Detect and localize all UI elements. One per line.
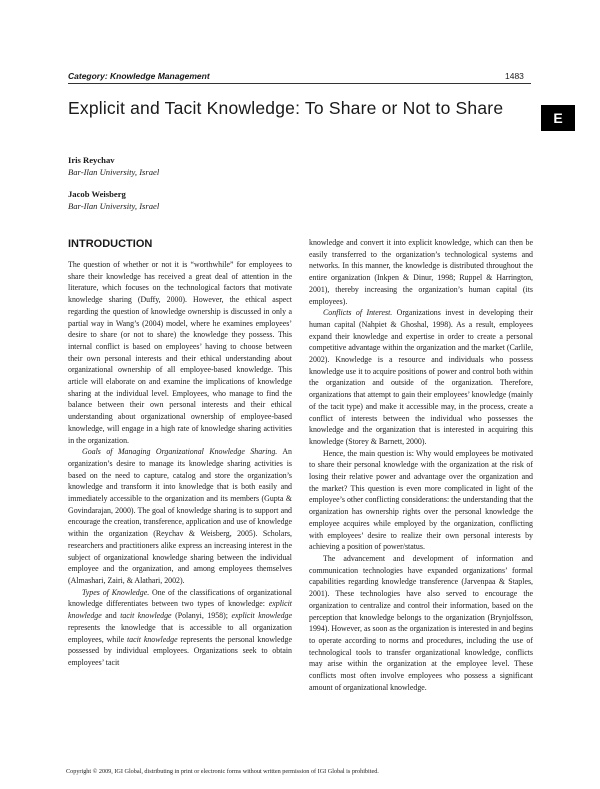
paragraph <box>68 587 292 669</box>
paragraph-text: and <box>101 611 121 621</box>
paragraph-lead: Types of Knowledge. <box>82 587 150 597</box>
paragraph-text: One of the classifications of organizational knowledge differentiates between two types of knowledge: <box>68 587 292 609</box>
left-column <box>68 259 292 669</box>
paragraph: knowledge and convert it into explicit knowledge, which can then be easily transferred to the organization’s technological systems and networks. In this manner, the knowledge is distributed throughout the entire organization (Inkpen & Dinur, 1998; Ruppel & Harrington, 2001), thereby increasing the organization’s human capital (its employees). <box>309 238 533 306</box>
section-heading: INTRODUCTION <box>68 238 153 250</box>
author-block <box>68 189 159 212</box>
author-name: Jacob Weisberg <box>68 189 126 199</box>
paragraph-text: represents the personal knowledge possessed by individual employees. Organizations seek to obtain employees’ tacit <box>68 634 292 667</box>
paragraph: Hence, the main question is: Why would employees be motivated to share their personal knowledge with the organization at the risk of losing their relative power and advantage over the organization and the market? This question is even more complicated in light of the employee’s other conflicting considerations: the understanding that the organization has ownership rights over the personal knowledge the employee acquires while employed by the organization, conflicting with employees’ desire to realize their own personal interests by achieving a position of power/status. <box>309 448 533 552</box>
author-name: Iris Reychav <box>68 155 115 165</box>
paragraph <box>68 446 292 586</box>
paragraph: The advancement and development of information and communication technologies have expanded organizations’ formal capabilities regarding knowledge transference (Jarvenpaa & Staples, 2001). These technologies have also served to encourage the organization to centralize and control their information, based on the perception that knowledge belongs to the organization (Brynjolfsson, 1994). However, as soon as the organization is interested in and begins to operate according to norms and procedures, including the use of technological tools to transfer organizational knowledge, conflicts may arise within the organization at the employee level. These conflicts most often involve employees who possess a significant amount of organizational knowledge. <box>309 553 533 692</box>
paragraph-text: represents the knowledge that is accessible to all organization employees, while <box>68 622 292 644</box>
section-tab: E <box>541 105 575 131</box>
author-affiliation: Bar-Ilan University, Israel <box>68 166 160 177</box>
paragraph-lead: Conflicts of Interest. <box>323 308 393 318</box>
term: tacit knowledge <box>126 634 178 644</box>
copyright-footer: Copyright © 2009, IGI Global, distributing in print or electronic forms without written permission of IGI Global is prohibited. <box>66 768 379 775</box>
running-header-category: Category: Knowledge Management <box>68 71 210 81</box>
right-column <box>309 237 533 693</box>
paragraph-text: An organization’s desire to manage its knowledge sharing activities is based on the need to capture, catalog and store the organization’s knowledge and transform it into knowledge that is both easily and immediately accessible to the organization and its members (Gupta & Govindarajan, 2000). The goal of knowledge sharing is to support and encourage the creation, transference, application and use of knowledge within the organization (Reychav & Weisberg, 2005). Scholars, researchers and practitioners alike express an increasing interest in the subject of organizational knowledge sharing between the individual employee and the organization, and among employees themselves (Almashari, Zairi, & Alathari, 2002). <box>68 447 292 585</box>
header-rule <box>68 83 531 84</box>
author-affiliation: Bar-Ilan University, Israel <box>68 200 160 211</box>
article-title: Explicit and Tacit Knowledge: To Share or Not to Share <box>68 98 504 118</box>
term: explicit knowledge <box>231 611 293 621</box>
paragraph: The question of whether or not it is “worthwhile” for employees to share their knowledge has received a great deal of attention in the literature, which focuses on the technological factors that motivate knowledge sharing (Duffy, 2000). However, the ethical aspect regarding the question of knowledge ownership is discussed in only a partial way in Wang’s (2004) model, where he examines employees’ desire to share (or not to share) the knowledge they possess. This internal conflict is based on employees’ having to choose between their own personal interests and their ethical understanding about organizational ownership of all employee-based knowledge. This article will elaborate on and examine the implications of knowledge sharing at the individual level. Employees, who manage to find the balance between their own personal interests and their ethical understanding about organizational ownership of employee-based knowledge, will engage in a high rate of knowledge sharing activities in the organization. <box>68 260 292 445</box>
paragraph-text: (Polanyi, 1958); <box>171 611 232 621</box>
paragraph <box>309 307 533 447</box>
paragraph-lead: Goals of Managing Organizational Knowledge Sharing. <box>82 447 278 457</box>
author-block <box>68 155 159 178</box>
term: explicit knowledge <box>68 599 292 621</box>
page-number: 1483 <box>505 71 524 81</box>
paragraph-text: Organizations invest in developing their human capital (Nahpiet & Ghoshal, 1998). As a result, employees expand their knowledge and expertise in order to create a personal competitive advantage within the organization and the market (Carlile, 2002). Knowledge is a resource and individuals who possess knowledge use it to acquire positions of power and control both within the organization and outside of the organization. Therefore, organizations that attempt to gain their employees’ knowledge (mainly of the tacit type) and make it accessible may, in the process, create a conflict of interests between the individual who possesses the knowledge and the organization that is interested in acquiring this knowledge (Storey & Barnett, 2000). <box>309 308 533 446</box>
term: tacit knowledge <box>120 611 172 621</box>
